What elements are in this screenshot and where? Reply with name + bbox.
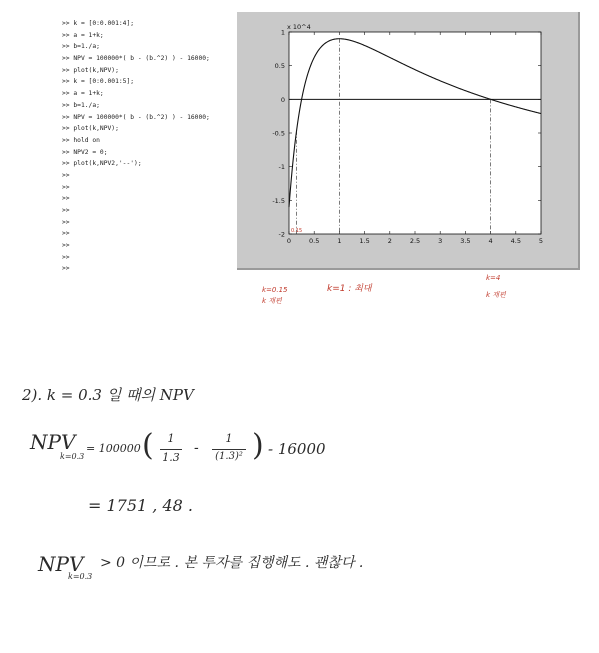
command-line: >> a = 1+k; xyxy=(62,90,104,98)
question-heading: 2). k = 0.3 일 때의 NPV xyxy=(22,386,194,404)
fraction-1 xyxy=(156,432,186,464)
command-line: >> xyxy=(62,207,70,214)
command-line: >> plot(k,NPV); xyxy=(62,66,119,74)
fraction-2-denominator: (1.3)² xyxy=(215,451,243,462)
x-tick-label: 1.5 xyxy=(359,237,370,245)
y-exponent-label: x 10^4 xyxy=(287,23,311,31)
command-line: >> xyxy=(62,253,70,261)
x-tick-label: 0.5 xyxy=(309,237,320,245)
annotation-k1-line1: k=1 : 최대 xyxy=(327,284,372,294)
y-tick-label: -1.5 xyxy=(272,196,285,205)
x-tick-label: 1 xyxy=(337,237,342,245)
annotation-k4-line2: k 재편 xyxy=(486,291,506,299)
y-tick-label: -2 xyxy=(278,230,285,239)
annotation-k4 xyxy=(486,270,506,304)
x-tick-label: 4.5 xyxy=(510,237,521,245)
command-line: >> b=1./a; xyxy=(62,101,100,109)
conclusion-text: > 0 이므로 . 본 투자를 집행해도 . 괜찮다 . xyxy=(100,555,364,571)
fraction-2-bar xyxy=(212,449,246,450)
equation-prefix: = 100000 xyxy=(86,442,141,455)
left-paren: ( xyxy=(142,428,154,463)
command-line: >> xyxy=(62,265,70,273)
fraction-2 xyxy=(206,432,252,462)
command-line: >> xyxy=(62,195,70,203)
origin-mark: 0.15 xyxy=(291,228,303,234)
command-line: >> NPV = 100000*( b - (b.^2) ) - 16000; xyxy=(62,55,210,63)
x-tick-label: 3.5 xyxy=(460,237,471,245)
y-tick-label: -1 xyxy=(278,163,285,172)
equation-suffix: - 16000 xyxy=(268,440,326,458)
minus-sign: - xyxy=(194,440,199,456)
command-line: >> b=1./a; xyxy=(62,43,100,51)
command-line: >> xyxy=(62,171,70,179)
npv-subscript: k=0.3 xyxy=(60,452,85,461)
command-line: >> xyxy=(62,183,70,191)
annotation-k4-line1: k=4 xyxy=(486,274,501,282)
npv-label: NPV xyxy=(30,430,76,454)
y-tick-label: 1 xyxy=(280,28,285,37)
fraction-1-bar xyxy=(160,449,182,450)
command-line: >> k = [0:0.001:4]; xyxy=(62,20,135,27)
command-line: >> NPV = 100000*( b - (b.^2) ) - 16000; xyxy=(62,113,210,121)
conclusion-subscript: k=0.3 xyxy=(68,572,93,581)
annotation-k015-line2: k 재편 xyxy=(262,297,282,305)
y-tick-label: -0.5 xyxy=(272,129,285,138)
x-tick-label: 4 xyxy=(488,237,493,245)
command-line: >> NPV2 = 0; xyxy=(62,148,108,156)
command-line: >> k = [0:0.001:5]; xyxy=(62,78,135,86)
plot-area xyxy=(289,32,541,234)
x-tick-label: 0 xyxy=(286,237,292,245)
fraction-1-numerator: 1 xyxy=(167,432,175,445)
command-line: >> xyxy=(62,230,70,238)
annotation-k1 xyxy=(327,281,372,294)
matlab-figure xyxy=(237,12,580,270)
command-line: >> hold on xyxy=(62,136,100,144)
annotation-k015 xyxy=(262,285,288,307)
x-tick-label: 2.5 xyxy=(409,237,421,245)
x-tick-label: 5 xyxy=(538,237,544,245)
command-line: >> a = 1+k; xyxy=(62,31,104,39)
annotation-k015-line1: k=0.15 xyxy=(262,286,288,294)
result-value: = 1751 , 48 . xyxy=(88,496,193,515)
command-line: >> xyxy=(62,242,70,250)
x-tick-label: 3 xyxy=(438,237,443,245)
right-paren: ) xyxy=(252,428,264,463)
x-tick-label: 2 xyxy=(387,237,392,245)
npv-chart xyxy=(237,12,578,268)
command-line: >> plot(k,NPV2,'--'); xyxy=(62,160,142,168)
y-tick-label: 0.5 xyxy=(274,62,285,71)
fraction-1-denominator: 1.3 xyxy=(162,451,180,464)
matlab-command-log xyxy=(62,18,237,275)
fraction-2-numerator: 1 xyxy=(225,432,233,445)
conclusion-npv-label: NPV xyxy=(38,552,84,576)
command-line: >> plot(k,NPV); xyxy=(62,125,119,133)
y-tick-label: 0 xyxy=(280,95,285,104)
command-line: >> xyxy=(62,218,70,226)
